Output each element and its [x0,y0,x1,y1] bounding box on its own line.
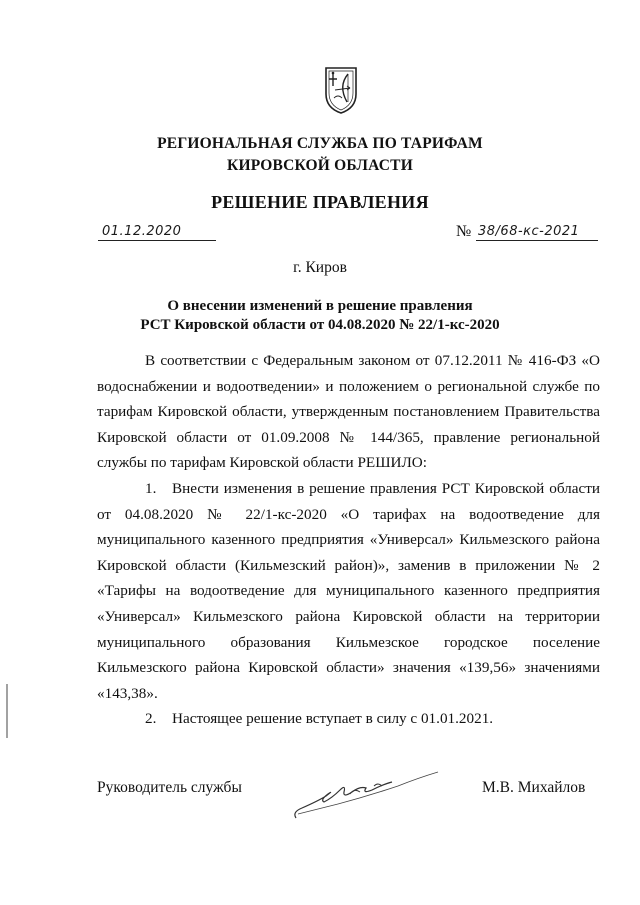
list-item-text: Настоящее решение вступает в силу с 01.01.2021. [172,710,494,728]
handwritten-document-number: 38/68-кс-2021 [478,224,580,239]
city: г. Киров [293,259,347,276]
signer-role: Руководитель службы [97,779,242,796]
subject-line2: РСТ Кировской области от 04.08.2020 № 22/1-кс-2020 [140,317,500,333]
list-item-1 [97,476,600,706]
handwritten-signature [288,768,448,824]
subject-line1: О внесении изменений в решение правления [167,298,473,314]
kirov-coat-of-arms-icon [320,64,362,116]
list-item-2 [97,706,600,732]
scan-margin-mark [6,684,8,738]
list-item-number: 2. [145,710,157,728]
list-item-number: 1. [145,479,157,497]
intro-paragraph: В соответствии с Федеральным законом от 07.12.2011 № 416-ФЗ «О водоснабжении и водоотведении» и положением о региональной службе по тарифам Кировской области, утвержденным постановлением Правительства Кировской области от 01.09.2008 № 144/365, правление региональной службы по тарифам Кировской области РЕШИЛО: [97,352,600,472]
document-body [97,348,600,732]
document-title: РЕШЕНИЕ ПРАВЛЕНИЯ [211,192,429,212]
list-item-text: Внести изменения в решение правления РСТ Кировской области от 04.08.2020 № 22/1-кс-2020 «О тарифах на водоотведение для муниципального казенного предприятия «Универсал» Кильмезского района Кировской области (Кильмезский район)», заменив в приложении № 2 «Тарифы на водоотведение для муниципального казенного предприятия «Универсал» Кильмезского района Кировской области на территории муниципального образования Кильмезское городское поселение Кильмезского района Кировской области» значения «139,56» значениями «143,38». [97,479,600,702]
document-date [98,224,218,244]
number-underline [476,240,598,241]
organization-name-line2: КИРОВСКОЙ ОБЛАСТИ [227,157,413,174]
number-label: № [456,223,472,240]
organization-name-line1: РЕГИОНАЛЬНАЯ СЛУЖБА ПО ТАРИФАМ [157,135,483,152]
date-underline [98,240,216,241]
handwritten-date: 01.12.2020 [102,224,182,239]
signer-name: М.В. Михайлов [482,779,586,796]
